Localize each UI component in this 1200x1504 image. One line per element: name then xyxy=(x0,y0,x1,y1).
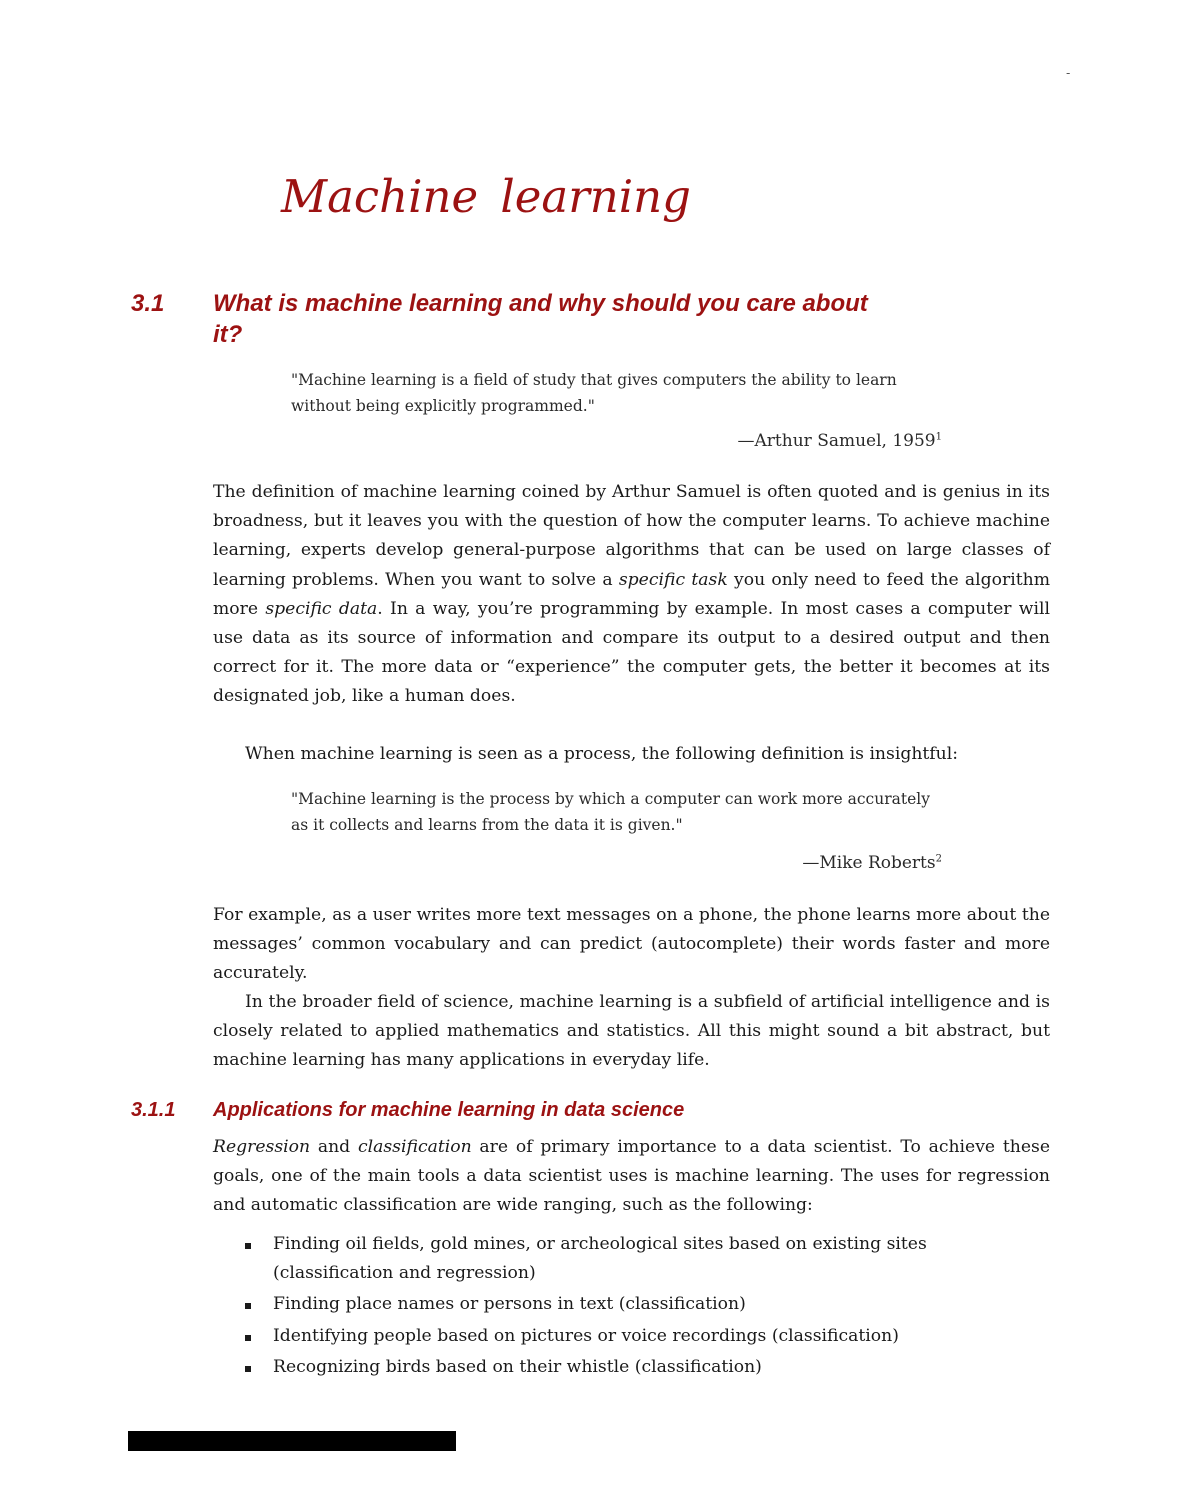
subsection-title: Applications for machine learning in data science xyxy=(213,1099,685,1121)
body-paragraph-science: In the broader field of science, machine learning is a subfield of artificial intelligence and is closely related to applied mathematics and statistics. All this might sound a bit abstract, but machine learning has many applications in everyday life. xyxy=(213,992,1050,1071)
paragraph-text: The definition of machine learning coined by Arthur Samuel is often quoted and is genius in its broadness, but it leaves you with the question of how the computer learns. To achieve machine learning, experts develop general-purpose algorithms that can be used on large classes of learning problems. When you want to solve a xyxy=(213,482,1050,590)
epigraph-attribution-samuel xyxy=(738,431,942,451)
paragraph-text: . In a way, you’re programming by example. In most cases a computer will use data as its source of information and compare its output to a desired output and then correct for it. The more data or “experience” the computer gets, the better it becomes at its designated job, like a human does. xyxy=(213,598,1051,707)
paragraph-text: and xyxy=(310,1137,358,1157)
list-item-text: Identifying people based on pictures or voice recordings (classification) xyxy=(273,1325,899,1346)
list-item xyxy=(213,1230,1050,1288)
bullet-icon xyxy=(245,1335,251,1341)
attribution-text: —Arthur Samuel, 1959 xyxy=(737,431,936,451)
section-title: What is machine learning and why should you care about it? xyxy=(213,290,868,348)
emphasis-text: Regression xyxy=(213,1137,311,1157)
bullet-icon xyxy=(245,1366,251,1372)
list-item xyxy=(213,1290,1050,1319)
subsection-number: 3.1.1 xyxy=(131,1099,176,1121)
body-paragraph-applications xyxy=(213,1133,1050,1221)
page-mark: - xyxy=(1066,66,1071,80)
paragraph-text: you only need to feed the algorithm more xyxy=(213,569,1050,619)
footer-bar xyxy=(128,1431,456,1451)
emphasis-text: specific data xyxy=(265,598,378,619)
body-paragraph-example: For example, as a user writes more text messages on a phone, the phone learns more about the messages’ common vocabulary and can predict (autocomplete) their words faster and more accurately. xyxy=(213,905,1050,984)
epigraph-quote-samuel: "Machine learning is a field of study that gives computers the ability to learn without being explicitly programmed." xyxy=(291,371,897,415)
chapter-title: Machine learning xyxy=(281,170,691,223)
bullet-icon xyxy=(245,1243,251,1249)
list-item-text: Finding place names or persons in text (classification) xyxy=(273,1294,746,1315)
bullet-icon xyxy=(245,1303,251,1309)
list-item-text: Finding oil fields, gold mines, or archeological sites based on existing sites (classification and regression) xyxy=(273,1234,927,1284)
footnote-marker: 1 xyxy=(935,431,942,443)
epigraph-attribution-roberts xyxy=(802,853,942,873)
emphasis-text: specific task xyxy=(618,569,728,590)
epigraph-quote-roberts: "Machine learning is the process by which a computer can work more accurately as it collects and learns from the data it is given." xyxy=(291,790,930,834)
paragraph-text: are of primary importance to a data scientist. To achieve these goals, one of the main tools a data scientist uses is machine learning. The uses for regression and automatic classification are wide ranging, such as the following: xyxy=(213,1137,1050,1216)
emphasis-text: classification xyxy=(357,1137,472,1157)
list-item xyxy=(213,1322,1050,1351)
list-item xyxy=(213,1353,1050,1382)
body-paragraph-process: When machine learning is seen as a process, the following definition is insightful: xyxy=(245,744,959,764)
applications-list xyxy=(213,1230,1050,1384)
section-number: 3.1 xyxy=(131,290,165,317)
list-item-text: Recognizing birds based on their whistle (classification) xyxy=(273,1356,762,1377)
attribution-text: —Mike Roberts xyxy=(802,853,936,873)
footnote-marker: 2 xyxy=(935,853,942,865)
body-paragraph-definition xyxy=(213,478,1050,712)
